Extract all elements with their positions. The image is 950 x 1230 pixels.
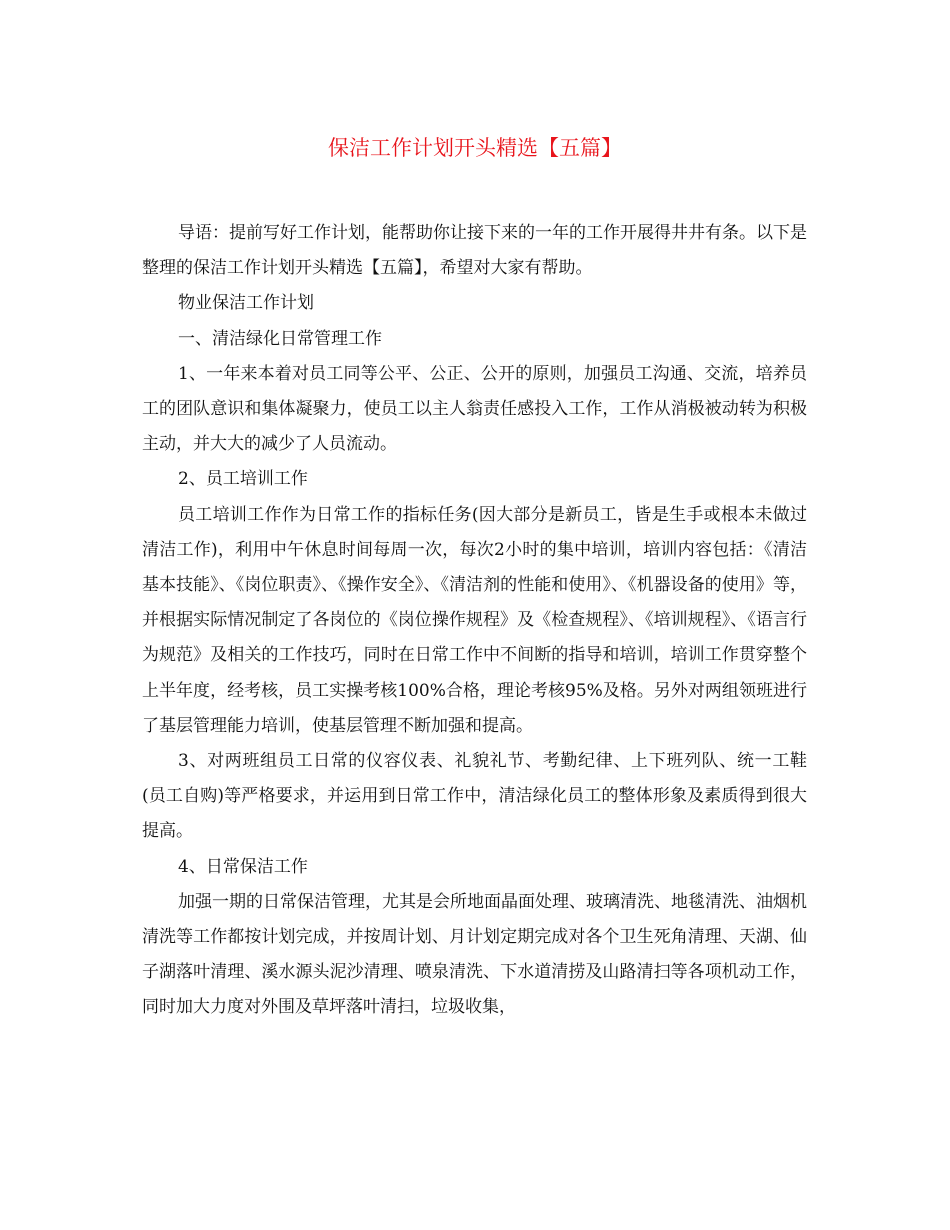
document-body <box>142 216 807 1026</box>
section-heading: 物业保洁工作计划 <box>178 293 314 314</box>
body-paragraph: 1、一年来本着对员工同等公平、公正、公开的原则，加强员工沟通、交流，培养员工的团队意识和集体凝聚力，使员工以主人翁责任感投入工作，工作从消极被动转为积极主动，并大大的减少了人员流动。 <box>142 363 807 455</box>
document-title: 保洁工作计划开头精选【五篇】 <box>328 136 622 160</box>
body-paragraph: 员工培训工作作为日常工作的指标任务(因大部分是新员工，皆是生手或根本未做过清洁工作)，利用中午休息时间每周一次，每次2小时的集中培训，培训内容包括：《清洁基本技能》、《岗位职责》、《操作安全》、《清洁剂的性能和使用》、《机器设备的使用》等，并根据实际情况制定了各岗位的《岗位操作规程》及《检查规程》、《培训规程》、《语言行为规范》及相关的工作技巧，同时在日常工作中不间断的指导和培训，培训工作贯穿整个上半年度，经考核，员工实操考核100%合格，理论考核95%及格。另外对两组领班进行了基层管理能力培训，使基层管理不断加强和提高。 <box>142 504 807 736</box>
subsection-heading: 一、清洁绿化日常管理工作 <box>178 328 382 349</box>
subsection-heading: 4、日常保洁工作 <box>178 856 308 877</box>
subsection-heading: 2、员工培训工作 <box>178 469 308 490</box>
body-paragraph: 3、对两班组员工日常的仪容仪表、礼貌礼节、考勤纪律、上下班列队、统一工鞋(员工自购)等严格要求，并运用到日常工作中，清洁绿化员工的整体形象及素质得到很大提高。 <box>142 751 807 842</box>
body-paragraph: 加强一期的日常保洁管理，尤其是会所地面晶面处理、玻璃清洗、地毯清洗、油烟机清洗等工作都按计划完成，并按周计划、月计划定期完成对各个卫生死角清理、天湖、仙子湖落叶清理、溪水源头泥沙清理、喷泉清洗、下水道清捞及山路清扫等各项机动工作，同时加大力度对外围及草坪落叶清扫，垃圾收集， <box>142 891 807 1018</box>
intro-paragraph: 导语：提前写好工作计划，能帮助你让接下来的一年的工作开展得井井有条。以下是整理的保洁工作计划开头精选【五篇】，希望对大家有帮助。 <box>142 223 807 279</box>
